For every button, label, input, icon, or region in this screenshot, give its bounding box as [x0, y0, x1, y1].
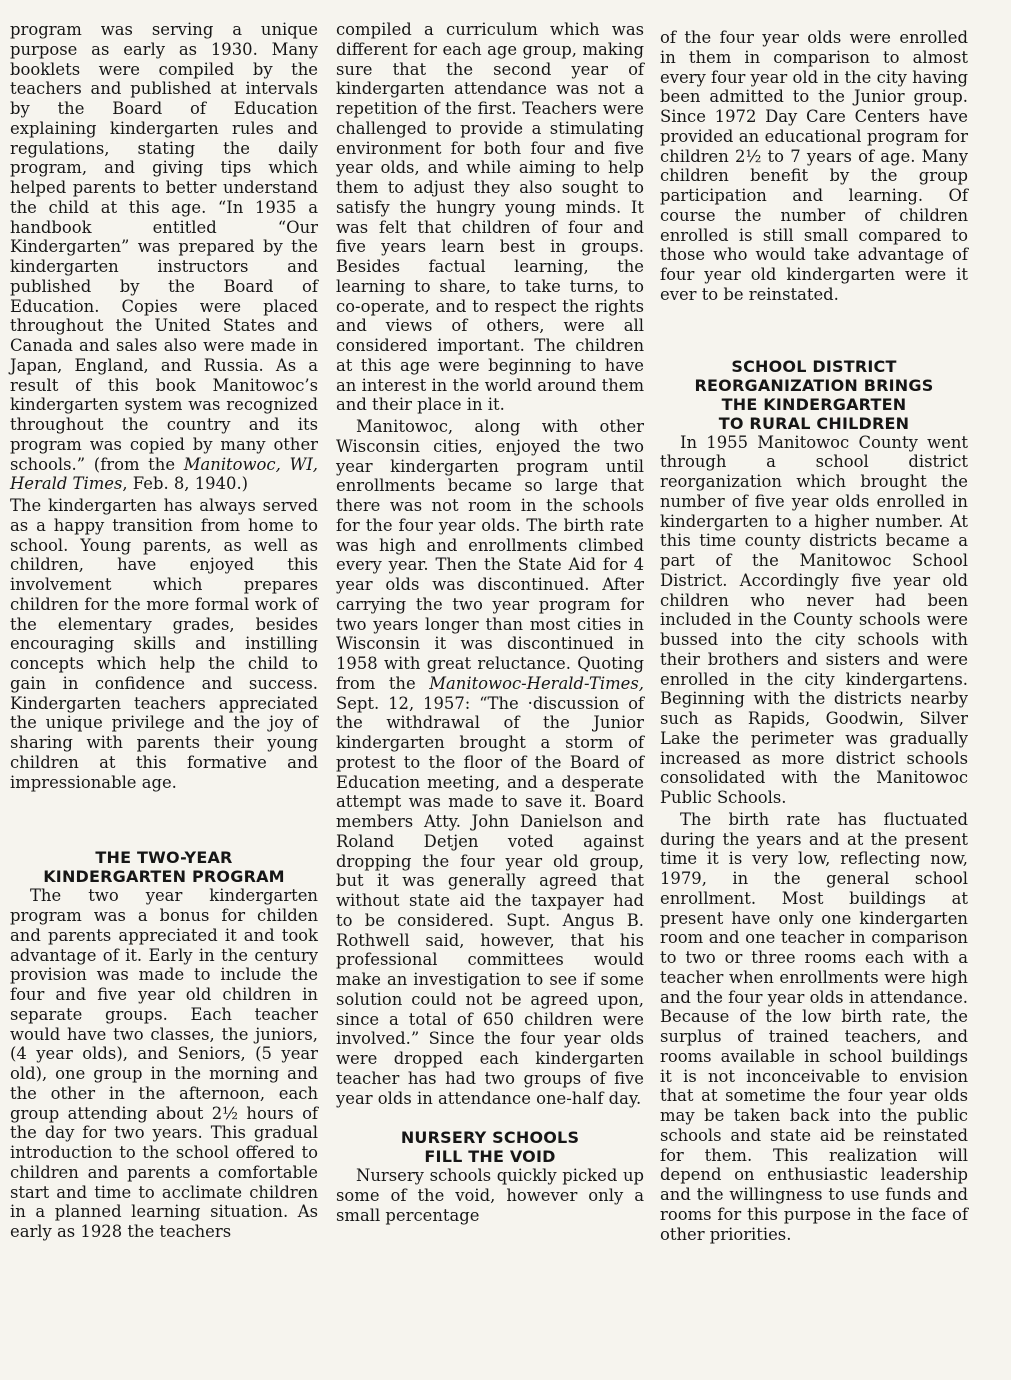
paragraph: The birth rate has fluctuated during the years and at the present time it is very low, reflecting now, 1979, in the general school enrollment. Most buildings at present have only one kindergarten room and one teacher in comparison to two or three rooms each with a teacher when enrollments were high and the four year olds in attendance. Because of the low birth rate, the surplus of trained teachers, and rooms available in school buildings it is not inconceivable to envision that at sometime the four year olds may be taken back into the public schools and state aid be reinstated for them. This realization will depend on enthusiastic leadership and the willingness to use funds and rooms for this purpose in the face of other priorities.	[660, 809, 968, 1244]
paragraph: In 1955 Manitowoc County went through a school district reorganization which brought the number of five year olds enrolled in kindergarten to a higher number. At this time county districts became a part of the Manitowoc School District. Accordingly five year old children who never had been included in the County schools were bussed into the city schools with their brothers and sisters and were enrolled in the city kindergartens. Beginning with the districts nearby such as Rapids, Goodwin, Silver Lake the perimeter was gradually increased as more district schools consolidated with the Manitowoc Public Schools.	[660, 432, 968, 807]
section-heading-district-reorganization: SCHOOL DISTRICT REORGANIZATION BRINGS THE KINDERGARTEN TO RURAL CHILDREN	[694, 356, 934, 433]
section-heading-nursery-schools: NURSERY SCHOOLS FILL THE VOID	[400, 1128, 580, 1167]
newspaper-source: Manitowoc, WI, Herald Times	[10, 454, 319, 494]
paragraph: compiled a curriculum which was different for each age group, making sure that the second year of kindergarten attendance was not a repetition of the first. Teachers were challenged to provide a stimulating environment for both four and five year olds, and while aiming to help them to adjust they also sought to satisfy the hungry young minds. It was felt that children of four and five years learn best in groups. Besides factual learning, the learning to share, to take turns, to co-operate, and to respect the rights and views of others, were all considered important. The children at this age were beginning to have an interest in the world around them and their place in it.	[336, 20, 644, 415]
paragraph: The two year kindergarten program was a bonus for childen and parents appreciated it and took advantage of it. Early in the century provision was made to include the four and five year old children in separate groups. Each teacher would have two classes, the juniors, (4 year olds), and Seniors, (5 year old), one group in the morning and the other in the afternoon, each group attending about 2½ hours of the day for two years. This gradual introduction to the school offered to children and parents a comfortable start and time to acclimate children in a planned learning situation. As early as 1928 the teachers	[10, 886, 318, 1241]
paragraph: of the four year olds were enrolled in them in comparison to almost every four year old in the city having been admitted to the Junior group. Since 1972 Day Care Centers have provided an educational program for children 2½ to 7 years of age. Many children benefit by the group participation and learning. Of course the number of children enrolled is still small compared to those who would take advantage of four year old kindergarten were it ever to be reinstated.	[660, 28, 968, 304]
paragraph: The kindergarten has always served as a happy transition from home to school. Young parents, as well as children, have enjoyed this involvement which prepares children for the more formal work of the elementary grades, besides encouraging skills and instilling concepts which help the child to gain in confidence and success. Kindergarten teachers appreciated the unique privilege and the joy of sharing with parents their young children at this formative and impressionable age.	[10, 496, 318, 792]
newspaper-source: Manitowoc-Herald-Times,	[429, 673, 644, 693]
paragraph: Nursery schools quickly picked up some of the void, however only a small percentage	[336, 1166, 644, 1225]
paragraph: program was serving a unique purpose as early as 1930. Many booklets were compiled by the teachers and published at intervals by the Board of Education explaining kindergarten rules and regulations, stating the daily program, and giving tips which helped parents to better understand the child at this age. “In 1935 a handbook entitled “Our Kindergarten” was prepared by the kindergarten instructors and published by the Board of Education. Copies were placed throughout the United States and Canada and sales also were made in Japan, England, and Russia. As a result of this book Manitowoc’s kindergarten system was recognized throughout the country and its program was copied by many other schools.” (from the Manitowoc, WI, Herald Times, Feb. 8, 1940.)	[10, 20, 319, 494]
column-3	[660, 28, 968, 1244]
column-2	[336, 20, 644, 1226]
section-heading-two-year-program: THE TWO-YEAR KINDERGARTEN PROGRAM	[43, 848, 285, 887]
column-1	[10, 20, 318, 1242]
paragraph: Manitowoc, along with other Wisconsin cities, enjoyed the two year kindergarten program until enrollments became so large that there was not room in the schools for the four year olds. The birth rate was high and enrollments climbed every year. Then the State Aid for 4 year olds was discontinued. After carrying the two year program for two years longer than most cities in Wisconsin it was discontinued in 1958 with great reluctance. Quoting from the Manitowoc-Herald-Times, Sept. 12, 1957: “The ·discussion of the withdrawal of the Junior kindergarten brought a storm of protest to the floor of the Board of Education meeting, and a desperate attempt was made to save it. Board members Atty. John Danielson and Roland Detjen voted against dropping the four year old group, but it was generally agreed that without state aid the taxpayer had to be considered. Supt. Angus B. Rothwell said, however, that his professional committees would make an investigation to see if some solution could not be agreed upon, since a total of 650 children were involved.” Since the four year olds were dropped each kindergarten teacher has had two groups of five year olds in attendance one-half day.	[336, 417, 644, 1108]
